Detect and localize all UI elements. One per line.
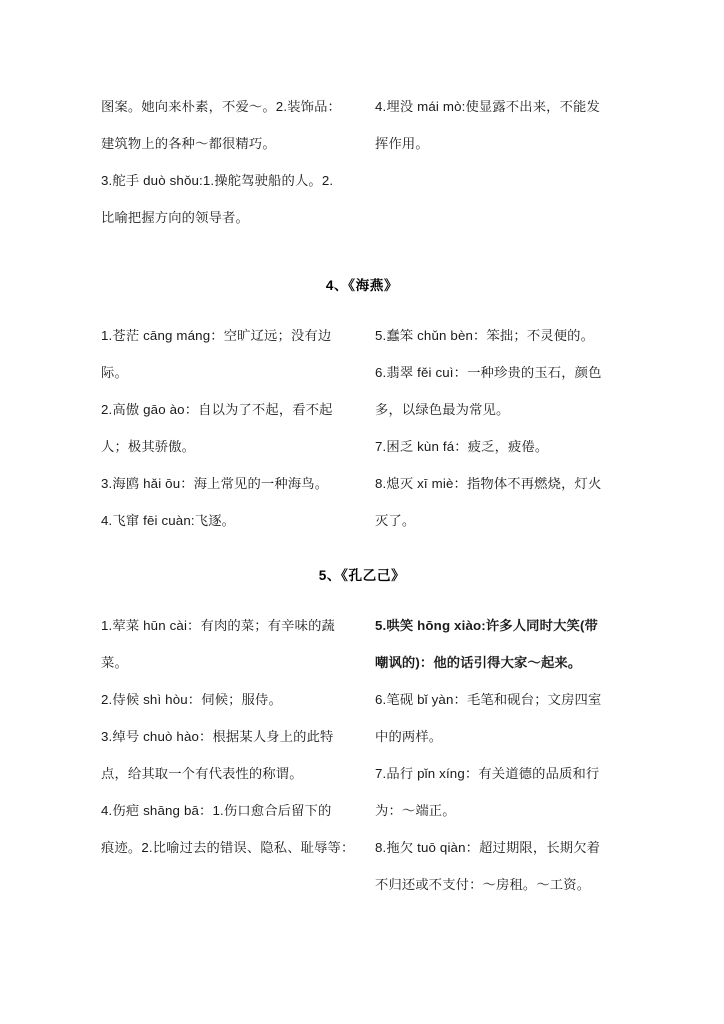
text-line: 嘲讽的)：他的话引得大家～起来。 [375, 655, 582, 670]
text-line: 4.埋没 mái mò:使显露不出来，不能发 [375, 99, 600, 114]
text-line: 为：～端正。 [375, 803, 456, 818]
section-heading-5: 5、《孔乙己》 [318, 568, 406, 583]
text-line: 8.拖欠 tuō qiàn：超过期限，长期欠着 [375, 840, 601, 855]
section-4-left-column [101, 317, 349, 539]
text-line: 灭了。 [375, 513, 416, 528]
text-line: 菜。 [101, 655, 128, 670]
text-line: 不归还或不支付：～房租。～工资。 [375, 877, 591, 892]
text-line: 6.翡翠 fěi cuì：一种珍贵的玉石，颜色 [375, 365, 602, 380]
text-line: 建筑物上的各种～都很精巧。 [101, 136, 276, 151]
text-line: 7.困乏 kùn fá：疲乏，疲倦。 [375, 439, 549, 454]
text-line: 2.侍候 shì hòu：伺候；服侍。 [101, 692, 282, 707]
intro-right-column [375, 88, 623, 162]
text-line: 人；极其骄傲。 [101, 439, 196, 454]
section-5-left-column [101, 607, 355, 866]
text-line: 中的两样。 [375, 729, 443, 744]
text-line: 5.哄笑 hōng xiào:许多人同时大笑(带 [375, 618, 598, 633]
text-line: 7.品行 pǐn xíng：有关道德的品质和行 [375, 766, 600, 781]
text-line: 5.蠢笨 chǔn bèn：笨拙；不灵便的。 [375, 328, 595, 343]
text-line: 1.荤菜 hūn cài：有肉的菜；有辛味的蔬 [101, 618, 335, 633]
text-line: 图案。她向来朴素，不爱～。2.装饰品： [101, 99, 341, 114]
section-heading-4: 4、《海燕》 [325, 278, 399, 293]
text-line: 8.熄灭 xī miè：指物体不再燃烧，灯火 [375, 476, 602, 491]
text-line: 1.苍茫 cāng máng：空旷辽远；没有边 [101, 328, 332, 343]
text-line: 多，以绿色最为常见。 [375, 402, 510, 417]
text-line: 2.高傲 gāo ào：自以为了不起，看不起 [101, 402, 333, 417]
text-line: 挥作用。 [375, 136, 429, 151]
text-line: 3.海鸥 hǎi ōu：海上常见的一种海鸟。 [101, 476, 329, 491]
section-5-right-column [375, 607, 623, 903]
text-line: 痕迹。2.比喻过去的错误、隐私、耻辱等： [101, 840, 355, 855]
text-line: 6.笔砚 bǐ yàn：毛笔和砚台；文房四室 [375, 692, 602, 707]
text-line: 4.飞窜 fēi cuàn:飞逐。 [101, 513, 236, 528]
text-line: 3.绰号 chuò hào：根据某人身上的此特 [101, 729, 334, 744]
text-line: 4.伤疤 shāng bā：1.伤口愈合后留下的 [101, 803, 332, 818]
text-line: 比喻把握方向的领导者。 [101, 210, 249, 225]
text-line: 点，给其取一个有代表性的称谓。 [101, 766, 303, 781]
text-line: 际。 [101, 365, 128, 380]
section-4-right-column [375, 317, 623, 539]
text-line: 3.舵手 duò shǒu:1.操舵驾驶船的人。2. [101, 173, 334, 188]
intro-left-column [101, 88, 349, 236]
